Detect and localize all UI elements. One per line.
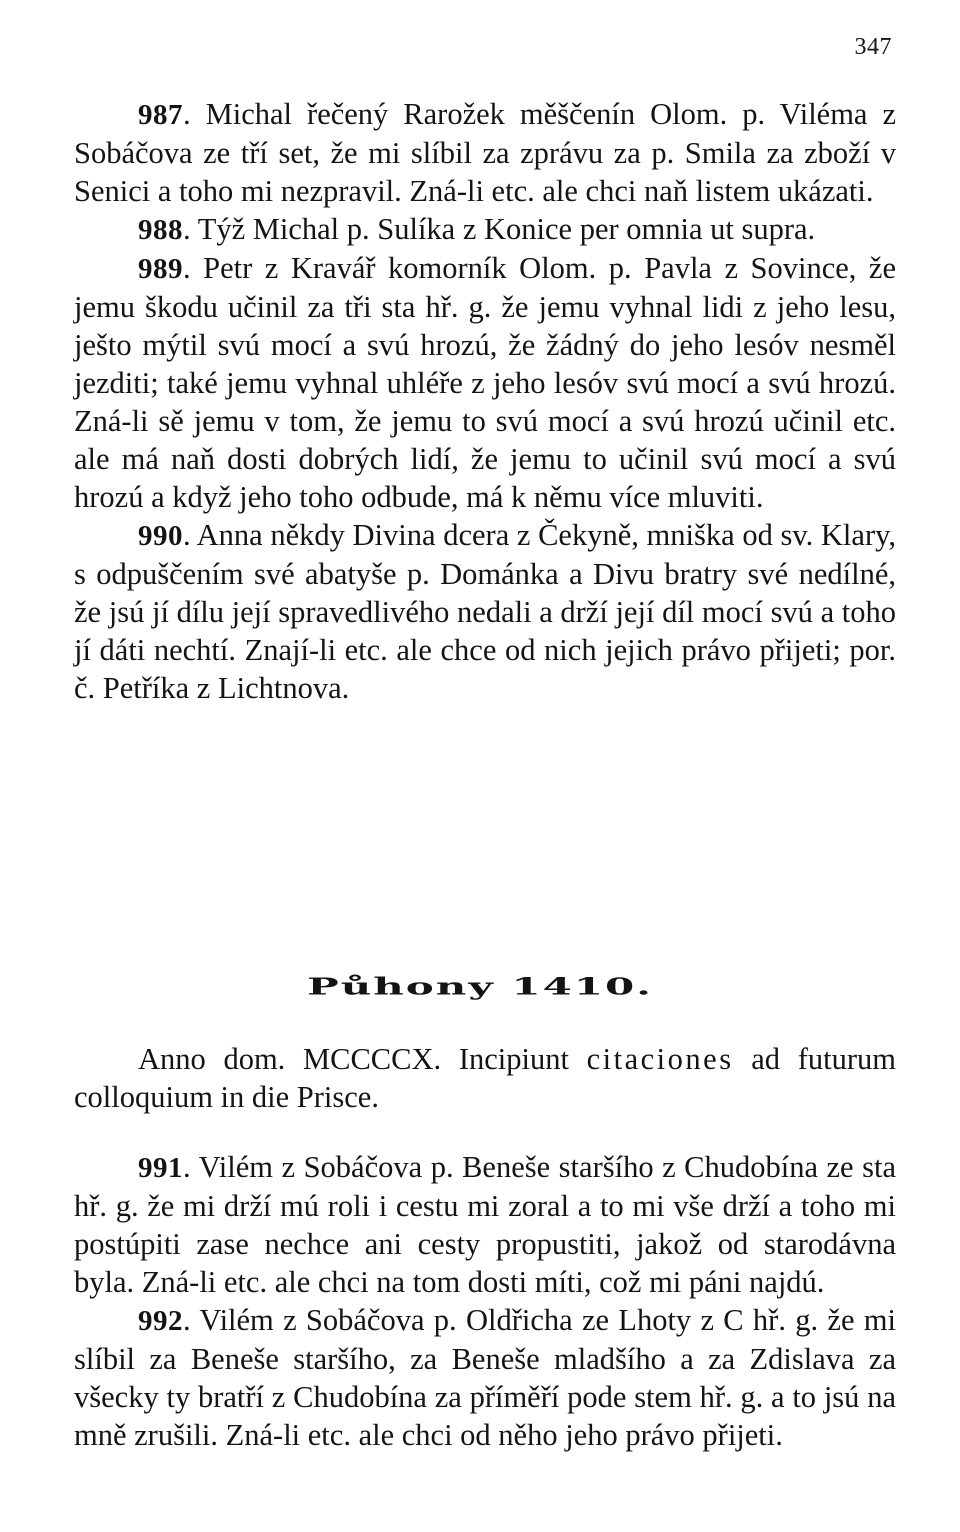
entries-bottom <box>74 1148 896 1454</box>
entries-top <box>74 95 896 707</box>
entry-text: Anna někdy Divina dcera z Čekyně, mniška od sv. Klary, s odpuščením své abatyše p. Dománka a Divu bratry své nedílné, že jsú jí dílu její spravedlivého nedali a drží její díl mocí svú a toho jí dáti nechtí. Znají-li etc. ale chce od nich jejich právo přijeti; por. č. Petříka z Lichtnova. <box>74 518 896 705</box>
section-title: Půhony 1410. <box>307 973 653 1000</box>
entry-number: 987 <box>138 99 183 131</box>
entry-number: 991 <box>138 1152 183 1184</box>
entry-text: Vilém z Sobáčova p. Beneše staršího z Chudobína ze sta hř. g. že mi drží mú roli i cestu mi zoral a to mi vše drží a toho mi postúpiti zase nechce ani cesty propustiti, jakož od starodávna byla. Zná-li etc. ale chci na tom dosti míti, což mi páni najdú. <box>74 1150 896 1299</box>
entry-number: 990 <box>138 520 183 552</box>
entry-991: 991. Vilém z Sobáčova p. Beneše staršího z Chudobína ze sta hř. g. že mi drží mú roli i cestu mi zoral a to mi vše drží a toho mi postúpiti zase nechce ani cesty propustiti, jakož od starodávna byla. Zná-li etc. ale chci na tom dosti míti, což mi páni najdú. <box>74 1150 896 1299</box>
section-intro <box>74 1040 896 1116</box>
entry-992: 992. Vilém z Sobáčova p. Oldřicha ze Lhoty z C hř. g. že mi slíbil za Beneše staršího, za Beneše mladšího a za Zdislava za všecky ty bratří z Chudobína za příměří pode stem hř. g. a to jsú na mně zrušili. Zná-li etc. ale chci od něho jeho právo přijeti. <box>74 1303 896 1452</box>
entry-number: 989 <box>138 253 183 285</box>
entry-text: Týž Michal p. Sulíka z Konice per omnia ut supra. <box>197 212 816 246</box>
entry-number: 992 <box>138 1305 183 1337</box>
entry-989: 989. Petr z Kravář komorník Olom. p. Pavla z Sovince, že jemu škodu učinil za tři sta hř. g. že jemu vyhnal lidi z jeho lesu, ješto mýtil svú mocí a svú hrozú, že žádný do jeho lesóv nesměl jezditi; také jemu vyhnal uhléře z jeho lesóv svú mocí a svú hrozú. Zná-li sě jemu v tom, že jemu to svú mocí a svú hrozú učinil etc. ale má naň dosti dobrých lidí, že jemu to učinil svú mocí a svú hrozú a když jeho toho odbude, má k němu více mluviti. <box>74 251 897 514</box>
entry-number: 988 <box>138 214 183 246</box>
entry-text: Vilém z Sobáčova p. Oldřicha ze Lhoty z C hř. g. že mi slíbil za Beneše staršího, za Beneše mladšího a za Zdislava za všecky ty bratří z Chudobína za příměří pode stem hř. g. a to jsú na mně zrušili. Zná-li etc. ale chci od něho jeho právo přijeti. <box>74 1303 896 1452</box>
intro-spaced-word: citaciones <box>586 1042 734 1076</box>
entry-text: Michal řečený Rarožek měščenín Olom. p. Viléma z Sobáčova ze tří set, že mi slíbil za zprávu za p. Smila za zboží v Senici a toho mi nezpravil. Zná-li etc. ale chci naň listem ukázati. <box>74 97 897 208</box>
entry-987: 987. Michal řečený Rarožek měščenín Olom. p. Viléma z Sobáčova ze tří set, že mi slíbil za zprávu za p. Smila za zboží v Senici a toho mi nezpravil. Zná-li etc. ale chci naň listem ukázati. <box>74 97 897 208</box>
entry-988: 988. Týž Michal p. Sulíka z Konice per omnia ut supra. <box>138 212 816 246</box>
entry-text: Petr z Kravář komorník Olom. p. Pavla z Sovince, že jemu škodu učinil za tři sta hř. g. že jemu vyhnal lidi z jeho lesu, ješto mýtil svú mocí a svú hrozú, že žádný do jeho lesóv nesměl jezditi; také jemu vyhnal uhléře z jeho lesóv svú mocí a svú hrozú. Zná-li sě jemu v tom, že jemu to svú mocí a svú hrozú učinil etc. ale má naň dosti dobrých lidí, že jemu to učinil svú mocí a svú hrozú a když jeho toho odbude, má k němu více mluviti. <box>74 251 897 514</box>
page-number: 347 <box>854 34 892 60</box>
intro-part-2: ad futurum colloquium in die Prisce. <box>74 1042 896 1114</box>
entry-990: 990. Anna někdy Divina dcera z Čekyně, mniška od sv. Klary, s odpuščením své abatyše p. Dománka a Divu bratry své nedílné, že jsú jí dílu její spravedlivého nedali a drží její díl mocí svú a toho jí dáti nechtí. Znají-li etc. ale chce od nich jejich právo přijeti; por. č. Petříka z Lichtnova. <box>74 518 896 705</box>
intro-part-1: Anno dom. MCCCCX. Incipiunt <box>138 1042 587 1076</box>
